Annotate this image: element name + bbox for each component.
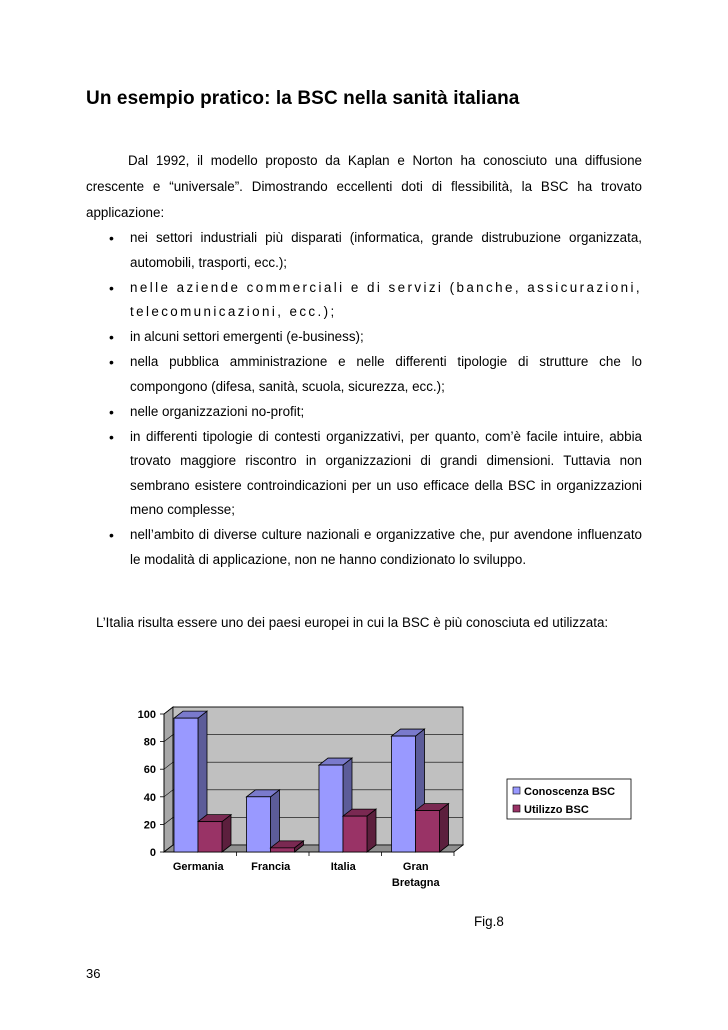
list-item xyxy=(86,350,642,399)
intro-paragraph: Dal 1992, il modello proposto da Kaplan e Norton ha conosciuto una diffusione crescente e “universale”. Dimostrando eccellenti doti di flessibilità, la BSC ha trovato applicazione: xyxy=(86,153,642,220)
side-wall xyxy=(164,707,173,852)
legend-label: Conoscenza BSC xyxy=(524,786,616,798)
legend-swatch xyxy=(513,787,520,794)
bar xyxy=(198,822,222,852)
list-item-text: nella pubblica amministrazione e nelle differenti tipologie di strutture che lo compongono (difesa, sanità, scuola, sicurezza, ecc.); xyxy=(130,354,642,394)
page-title: Un esempio pratico: la BSC nella sanità italiana xyxy=(86,88,520,109)
list-item xyxy=(86,226,642,275)
list-item-text: in alcuni settori emergenti (e-business); xyxy=(130,329,364,344)
bar xyxy=(174,718,198,852)
x-tick-label: Germania xyxy=(172,861,224,873)
italia-paragraph: L’Italia risulta essere uno dei paesi europei in cui la BSC è più conosciuta ed utilizzata: xyxy=(96,615,609,630)
bar xyxy=(247,797,271,852)
list-item xyxy=(86,325,642,350)
bullet-icon: • xyxy=(109,329,114,345)
bar xyxy=(392,736,416,852)
bullet-icon: • xyxy=(109,354,114,370)
x-tick-label: Italia xyxy=(330,861,356,873)
bullet-icon: • xyxy=(109,428,114,445)
bullet-icon: • xyxy=(109,527,114,543)
y-tick-label: 100 xyxy=(137,709,156,721)
bullet-icon: • xyxy=(109,279,114,296)
y-tick-label: 40 xyxy=(143,791,156,804)
bullet-list xyxy=(86,226,642,573)
y-tick-label: 80 xyxy=(143,736,156,749)
figure-caption: Fig.8 xyxy=(474,914,504,929)
y-tick-label: 20 xyxy=(143,819,156,832)
bar-side xyxy=(440,804,449,852)
list-item-text: nei settori industriali più disparati (informatica, grande distrubuzione organizzata, automobili, trasporti, ecc.); xyxy=(130,230,642,270)
x-tick-label: Francia xyxy=(251,861,291,873)
list-item-text: nelle organizzazioni no-profit; xyxy=(130,403,305,419)
legend-label: Utilizzo BSC xyxy=(524,804,589,816)
bar xyxy=(343,816,367,852)
legend-swatch xyxy=(513,805,520,812)
list-item-text: nell’ambito di diverse culture nazionali e organizzative che, pur avendone influenzato le modalità di applicazione, non ne hanno condizionato lo sviluppo. xyxy=(130,527,642,567)
bar xyxy=(416,811,440,852)
x-tick-label: Bretagna xyxy=(391,877,440,889)
bullet-icon: • xyxy=(109,230,114,246)
page-number: 36 xyxy=(86,966,101,981)
list-item xyxy=(86,523,642,572)
bullet-icon: • xyxy=(109,403,114,420)
list-item xyxy=(86,276,642,325)
bar-chart xyxy=(0,700,728,900)
y-tick-label: 0 xyxy=(149,847,156,859)
bar xyxy=(319,765,343,852)
list-item-text: in differenti tipologie di contesti organizzativi, per quanto, com’è facile intuire, abbia trovato maggiore riscontro in organizzazioni di grandi dimensioni. Tuttavia non sembrano esistere controindicazioni per un uso efficace della BSC in organizzazioni meno complesse; xyxy=(130,428,642,517)
x-tick-label: Gran xyxy=(402,861,429,873)
bar xyxy=(271,848,295,852)
list-item-text: nelle aziende commerciali e di servizi (banche, assicurazioni, telecomunicazioni, ecc.); xyxy=(130,279,642,319)
list-item xyxy=(86,400,642,425)
y-tick-label: 60 xyxy=(143,764,156,777)
chart-container xyxy=(0,700,728,900)
list-item xyxy=(86,425,642,523)
